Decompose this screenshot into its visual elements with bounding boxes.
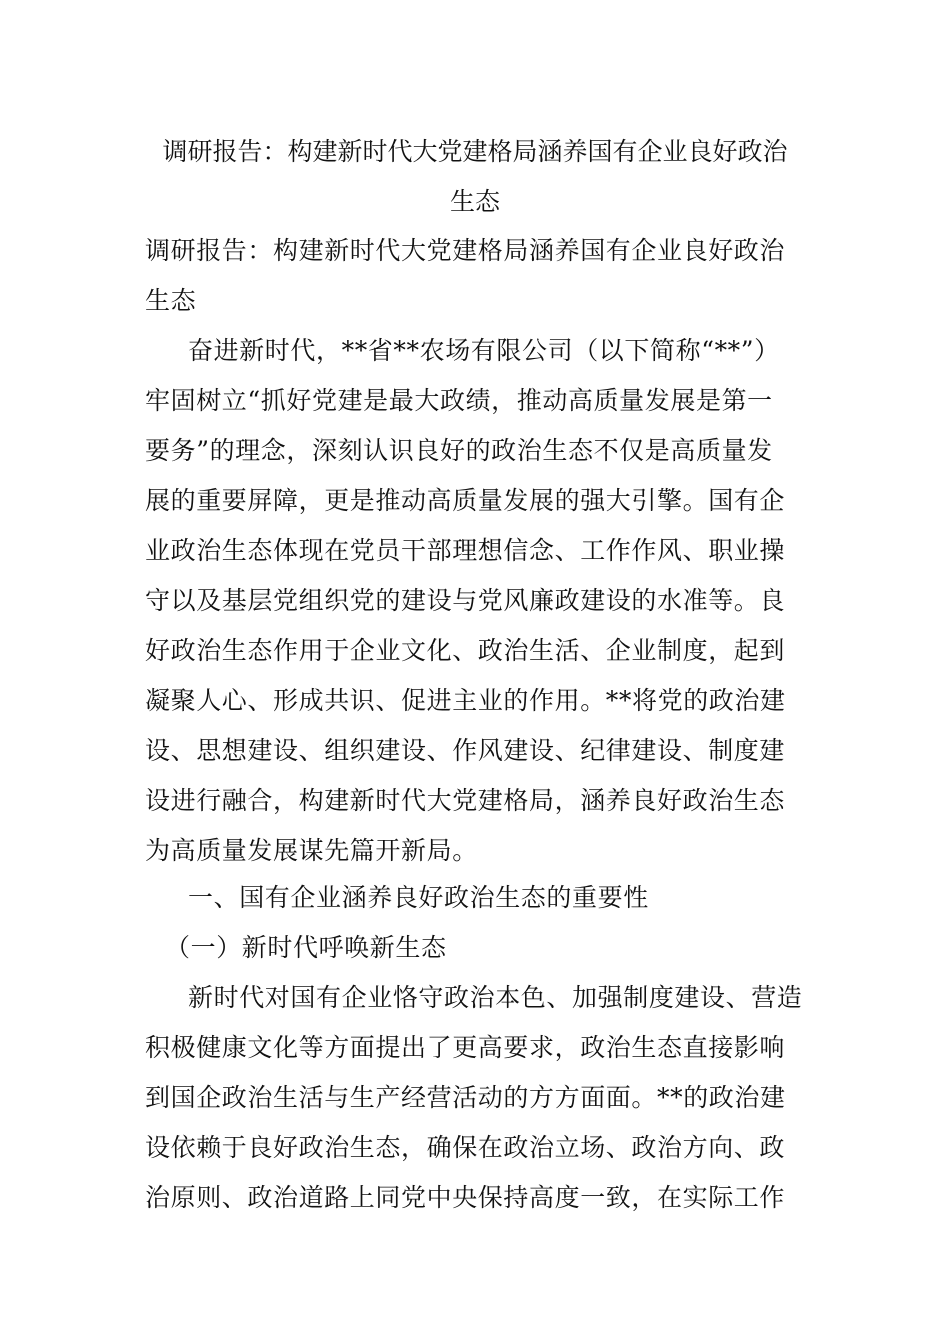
section-heading-1: 一、国有企业涵养良好政治生态的重要性 — [188, 883, 649, 912]
subtitle-line-1: 调研报告：构建新时代大党建格局涵养国有企业良好政治 — [145, 236, 786, 265]
paragraph-1-line: 牢固树立“抓好党建是最大政绩，推动高质量发展是第一 — [145, 386, 773, 415]
paragraph-2-line: 新时代对国有企业恪守政治本色、加强制度建设、营造 — [188, 983, 803, 1012]
paragraph-1-line: 业政治生态体现在党员干部理想信念、工作作风、职业操 — [145, 536, 786, 565]
paragraph-2-line: 治原则、政治道路上同党中央保持高度一致，在实际工作 — [145, 1183, 786, 1212]
subtitle-line-2: 生态 — [145, 286, 197, 315]
paragraph-1-line: 好政治生态作用于企业文化、政治生活、企业制度，起到 — [145, 636, 786, 665]
paragraph-1-line: 设、思想建设、组织建设、作风建设、纪律建设、制度建 — [145, 736, 786, 765]
paragraph-1-line: 设进行融合，构建新时代大党建格局，涵养良好政治生态 — [145, 786, 786, 815]
document-title-line-1: 调研报告：构建新时代大党建格局涵养国有企业良好政治 — [162, 137, 788, 166]
paragraph-1-line: 展的重要屏障，更是推动高质量发展的强大引擎。国有企 — [145, 486, 786, 515]
paragraph-1-line: 守以及基层党组织党的建设与党风廉政建设的水准等。良 — [145, 586, 786, 615]
paragraph-2-line: 积极健康文化等方面提出了更高要求，政治生态直接影响 — [145, 1033, 786, 1062]
paragraph-1-line: 为高质量发展谋先篇开新局。 — [145, 836, 478, 865]
paragraph-2-line: 设依赖于良好政治生态，确保在政治立场、政治方向、政 — [145, 1133, 786, 1162]
paragraph-2-line: 到国企政治生活与生产经营活动的方方面面。**的政治建 — [145, 1083, 786, 1112]
paragraph-1-line: 要务”的理念，深刻认识良好的政治生态不仅是高质量发 — [145, 436, 773, 465]
paragraph-1-line: 奋进新时代，**省**农场有限公司（以下简称“**”） — [188, 336, 780, 365]
document-title-line-2: 生态 — [449, 187, 500, 216]
paragraph-1-line: 凝聚人心、形成共识、促进主业的作用。**将党的政治建 — [145, 686, 786, 715]
section-heading-2: （一）新时代呼唤新生态 — [165, 933, 447, 962]
